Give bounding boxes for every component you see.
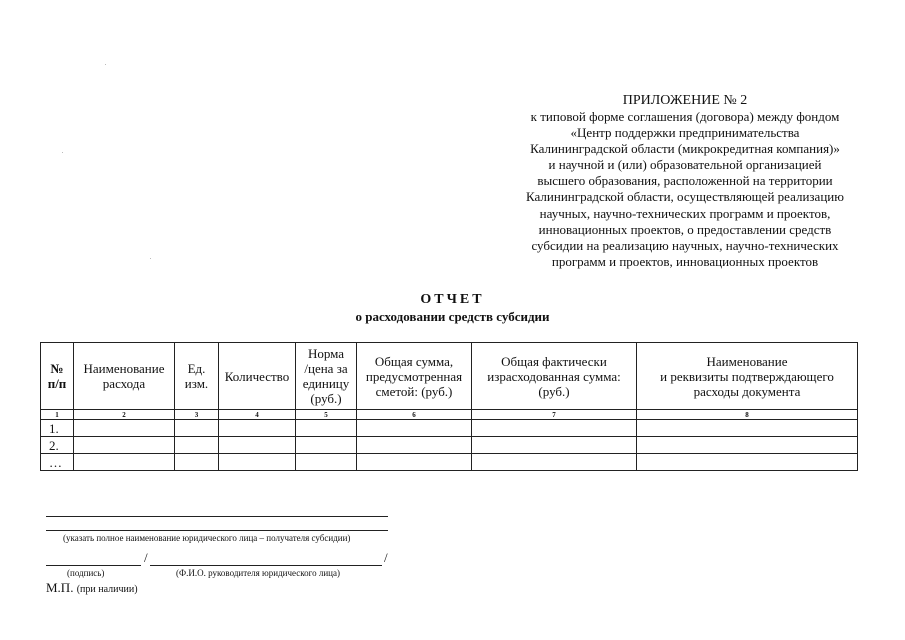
header-text: расходы документа (693, 383, 801, 399)
table-cell[interactable] (219, 437, 296, 454)
appendix-line: инновационных проектов, о предоставлении средств (538, 221, 832, 237)
scan-speck (105, 64, 106, 65)
column-number: 4 (219, 410, 296, 420)
header-text: расхода (102, 376, 146, 391)
table-cell[interactable] (175, 454, 219, 471)
table-cell[interactable] (357, 454, 472, 471)
table-cell[interactable] (74, 454, 175, 471)
header-cell-actual-total (472, 343, 637, 410)
header-text: Общая сумма, (374, 353, 454, 369)
org-name-caption: (указать полное наименование юридического лица – получателя субсидии) (63, 533, 351, 543)
scan-speck (150, 258, 151, 259)
appendix-line: Калининградской области, осуществляющей реализацию (526, 189, 844, 205)
header-text: (руб.) (538, 383, 570, 399)
full-name-line[interactable] (150, 565, 382, 566)
table-cell[interactable] (219, 420, 296, 437)
table-row (41, 437, 858, 454)
header-text: п/п (47, 376, 67, 391)
expense-table (40, 342, 858, 471)
header-text: изм. (184, 376, 209, 391)
column-number: 1 (41, 410, 74, 420)
header-text: Общая фактически (501, 353, 607, 369)
appendix-title: ПРИЛОЖЕНИЕ № 2 (622, 93, 748, 108)
header-text: израсходованная сумма: (487, 368, 621, 384)
appendix-line: программ и проектов, инновационных проектов (551, 253, 819, 269)
table-cell[interactable] (472, 420, 637, 437)
column-number: 3 (175, 410, 219, 420)
org-name-line[interactable] (46, 530, 388, 531)
column-number: 7 (472, 410, 637, 420)
row-index: 2. (41, 437, 74, 454)
scan-speck (62, 152, 63, 153)
appendix-line: «Центр поддержки предпринимательства (570, 125, 800, 141)
column-number-row (41, 410, 858, 420)
header-text: /цена за (304, 361, 348, 376)
report-title: ОТЧЕТ (420, 292, 485, 307)
header-cell-unit-price (296, 343, 357, 410)
header-text: № (50, 361, 64, 376)
table-cell[interactable] (637, 454, 858, 471)
header-cell-unit (175, 343, 219, 410)
appendix-line: к типовой форме соглашения (договора) между фондом (530, 109, 840, 124)
appendix-line: субсидии на реализацию научных, научно-технических (531, 237, 839, 253)
signature-caption: (подпись) (67, 568, 105, 578)
table-cell[interactable] (296, 420, 357, 437)
report-subtitle: о расходовании средств субсидии (355, 309, 550, 324)
table-cell[interactable] (357, 437, 472, 454)
table-cell[interactable] (74, 437, 175, 454)
header-text: Количество (224, 368, 290, 384)
header-cell-number (41, 343, 74, 410)
header-text: (руб.) (310, 391, 342, 406)
stamp-note: (при наличии) (76, 584, 138, 595)
header-cell-planned-total (357, 343, 472, 410)
table-cell[interactable] (472, 437, 637, 454)
header-cell-document (637, 343, 858, 410)
table-cell[interactable] (296, 437, 357, 454)
signature-separator: / (384, 550, 388, 565)
header-cell-quantity (219, 343, 296, 410)
header-text: сметой: (руб.) (375, 383, 453, 399)
header-text: Наименование (706, 353, 788, 369)
row-index: 1. (41, 420, 74, 437)
column-number: 8 (637, 410, 858, 420)
appendix-line: высшего образования, расположенной на территории (537, 173, 833, 189)
table-cell[interactable] (357, 420, 472, 437)
stamp-place (46, 580, 138, 597)
stamp-label: М.П. (46, 580, 74, 595)
column-number: 5 (296, 410, 357, 420)
signature-separator: / (144, 550, 148, 565)
row-index: … (41, 454, 74, 471)
appendix-line: и научной и (или) образовательной организацией (548, 157, 822, 173)
column-number: 2 (74, 410, 175, 420)
header-text: Норма (307, 346, 345, 361)
signature-line[interactable] (46, 565, 141, 566)
appendix-header (490, 92, 880, 270)
full-name-caption: (Ф.И.О. руководителя юридического лица) (176, 568, 340, 578)
table-cell[interactable] (175, 437, 219, 454)
table-cell[interactable] (74, 420, 175, 437)
table-row (41, 420, 858, 437)
header-cell-expense-name (74, 343, 175, 410)
header-text: единицу (302, 376, 350, 391)
appendix-line: научных, научно-технических программ и проектов, (539, 205, 831, 221)
table-cell[interactable] (219, 454, 296, 471)
header-text: и реквизиты подтверждающего (660, 368, 834, 384)
table-cell[interactable] (637, 437, 858, 454)
table-header-row (41, 343, 858, 410)
table-row (41, 454, 858, 471)
header-text: Наименование (83, 361, 165, 376)
header-text: предусмотренная (365, 368, 463, 384)
table-cell[interactable] (637, 420, 858, 437)
column-number: 6 (357, 410, 472, 420)
table-cell[interactable] (472, 454, 637, 471)
table-cell[interactable] (296, 454, 357, 471)
appendix-line: Калининградской области (микрокредитная компания)» (530, 141, 840, 157)
header-text: Ед. (187, 361, 206, 376)
table-cell[interactable] (175, 420, 219, 437)
org-name-line[interactable] (46, 516, 388, 517)
